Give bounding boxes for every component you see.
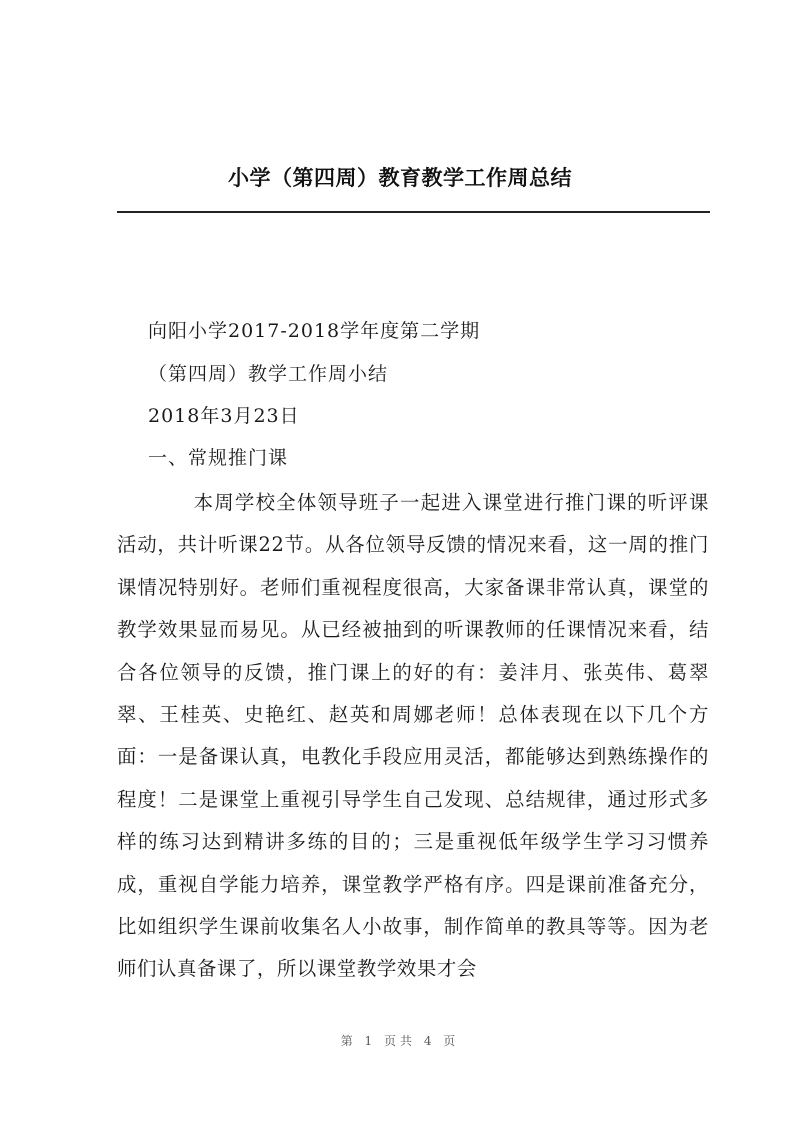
- school-term-line: 向阳小学2017-2018学年度第二学期: [148, 320, 481, 342]
- title-divider: [117, 211, 710, 213]
- document-title: 小学（第四周）教育教学工作周总结: [228, 166, 572, 190]
- body-paragraph-text: 本周学校全体领导班子一起进入课堂进行推门课的听评课活动，共计听课22节。从各位领导反馈的情况来看，这一周的推门课情况特别好。老师们重视程度很高，大家备课非常认真，课堂的教学效果显而易见。从已经被抽到的听课教师的任课情况来看，结合各位领导的反馈，推门课上的好的有：姜沣月、张英伟、葛翠翠、王桂英、史艳红、赵英和周娜老师！总体表现在以下几个方面：一是备课认真，电教化手段应用灵活，都能够达到熟练操作的程度！二是课堂上重视引导学生自己发现、总结规律，通过形式多样的练习达到精讲多练的目的；三是重视低年级学生学习习惯养成，重视自学能力培养，课堂教学严格有序。四是课前准备充分，比如组织学生课前收集名人小故事，制作简单的教具等等。因为老师们认真备课了，所以课堂教学效果才会: [117, 491, 709, 981]
- subtitle-line: （第四周）教学工作周小结: [148, 363, 389, 385]
- section-heading: 一、常规推门课: [148, 447, 289, 469]
- page-footer: 第 1 页共 4 页: [340, 1034, 460, 1048]
- body-paragraph: [117, 482, 709, 991]
- date-line: 2018年3月23日: [148, 405, 300, 427]
